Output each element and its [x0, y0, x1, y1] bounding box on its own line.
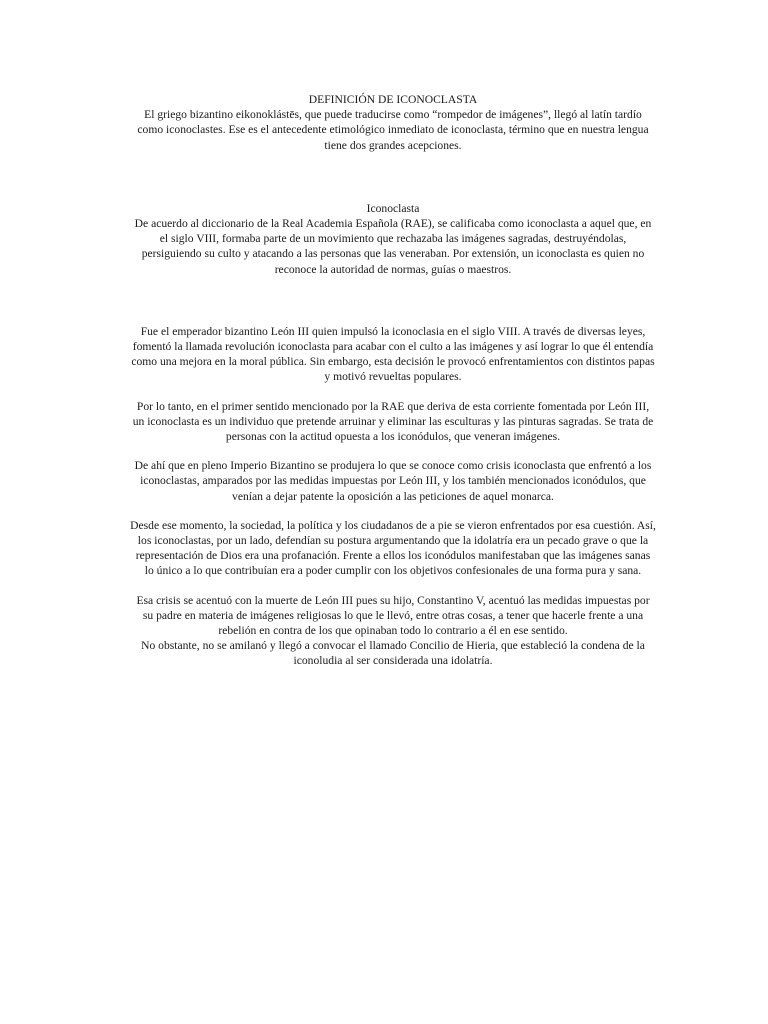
- paragraph-first-sense: Por lo tanto, en el primer sentido mencionado por la RAE que deriva de esta corriente fomentada por León III, un iconoclasta es un individuo que pretende arruinar y eliminar las esculturas y las pinturas sagradas. Se trata de personas con la actitud opuesta a los iconódulos, que veneran imágenes.: [132, 399, 654, 444]
- intro-block: [130, 92, 656, 153]
- section-heading: Iconoclasta: [366, 201, 420, 215]
- paragraph-society: Desde ese momento, la sociedad, la política y los ciudadanos de a pie se vieron enfrentados por esa cuestión. Así, los iconoclastas, por un lado, defendían su postura argumentando que la idolatría era un pecado grave o que la representación de Dios era una profanación. Frente a ellos los iconódulos manifestaban que las imágenes sanas lo único a lo que contribuían era a poder cumplir con los objetivos confesionales de una forma pura y sana.: [130, 518, 656, 578]
- document-title: DEFINICIÓN DE ICONOCLASTA: [308, 93, 478, 106]
- intro-paragraph: El griego bizantino eikonoklástēs, que puede traducirse como “rompedor de imágenes”, llegó al latín tardío como iconoclastes. Ese es el antecedente etimológico inmediato de iconoclasta, término que en nuestra lengua tiene dos grandes acepciones.: [137, 108, 649, 152]
- definition-paragraph: De acuerdo al diccionario de la Real Academia Española (RAE), se calificaba como iconoclasta a aquel que, en el siglo VIII, formaba parte de un movimiento que rechazaba las imágenes sagradas, destruyéndolas, persiguiendo su culto y atacando a las personas que las veneraban. Por extensión, un iconoclasta es quien no reconoce la autoridad de normas, guías o maestros.: [134, 217, 652, 276]
- paragraph-constantino: Esa crisis se acentuó con la muerte de León III pues su hijo, Constantino V, acentuó las medidas impuestas por su padre en materia de imágenes religiosas lo que le llevó, entre otras cosas, a tener que hacerle frente a una rebelión en contra de los que opinaban todo lo contrario a él en ese sentido.: [136, 593, 650, 638]
- document-page: [130, 92, 656, 669]
- definition-block: [130, 201, 656, 277]
- paragraph-concilio: No obstante, no se amilanó y llegó a convocar el llamado Concilio de Hieria, que estableció la condena de la iconoludia al ser considerada una idolatría.: [141, 639, 645, 668]
- paragraph-history: Fue el emperador bizantino León III quien impulsó la iconoclasia en el siglo VIII. A través de diversas leyes, fomentó la llamada revolución iconoclasta para acabar con el culto a las imágenes y así lograr lo que él entendía como una mejora en la moral pública. Sin embargo, esta decisión le provocó enfrentamientos con distintos papas y motivó revueltas populares.: [131, 324, 655, 384]
- paragraph-crisis: De ahí que en pleno Imperio Bizantino se produjera lo que se conoce como crisis iconoclasta que enfrentó a los iconoclastas, amparados por las medidas impuestas por León III, y los también mencionados iconódulos, que venían a dejar patente la oposición a las peticiones de aquel monarca.: [134, 459, 652, 503]
